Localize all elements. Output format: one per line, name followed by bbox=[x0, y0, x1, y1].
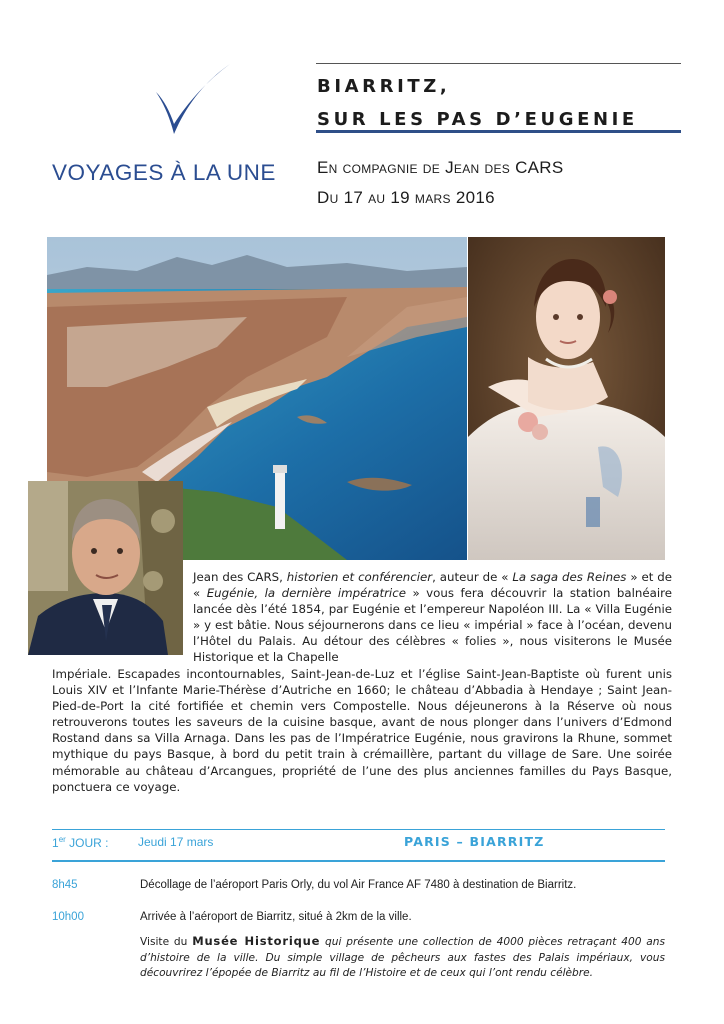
title-top-rule bbox=[316, 63, 681, 64]
day-route: PARIS – BIARRITZ bbox=[404, 834, 545, 849]
intro-text: » vous fera découvrir la station balnéaire lancée dès l’été 1854, par Eugénie et l’empereur Napoléon III. La « Villa Eugénie » y est bâtie. Nous séjournerons dans ce lieu « impérial » face à l’océan, devenu l’Hôtel du Palais. Au détour des célèbres « folies », nous visiterons le Musée Historique et la Chapelle bbox=[193, 586, 672, 665]
day-date: Jeudi 17 mars bbox=[138, 835, 214, 849]
jean-des-cars-photo bbox=[28, 481, 183, 655]
day-header-bottom-rule bbox=[52, 860, 665, 862]
book-title: Eugénie, la dernière impératrice bbox=[206, 586, 406, 601]
visit-detail: qui présente une collection de 4000 pièces retraçant 400 ans d’histoire de la ville. Du simple village de pêcheurs aux fastes des Palais impériaux, vous découvrirez l’épopée de Biarritz au fil de l’Histoire et de ceux qui l’ont rendu célèbre. bbox=[140, 936, 665, 980]
subtitle-companion: En compagnie de Jean des CARS bbox=[317, 158, 564, 177]
day-word: JOUR : bbox=[65, 836, 109, 850]
day-label bbox=[52, 835, 108, 850]
intro-text: Jean des CARS, bbox=[193, 570, 287, 584]
schedule-time: 8h45 bbox=[52, 879, 78, 891]
schedule-time: 10h00 bbox=[52, 911, 84, 923]
museum-name: Musée Historique bbox=[192, 934, 321, 948]
title-line-1: BIARRITZ, bbox=[317, 76, 451, 97]
title-line-2: SUR LES PAS D’EUGENIE bbox=[317, 109, 638, 130]
intro-paragraph-bottom: Impériale. Escapades incontournables, Saint-Jean-de-Luz et l’église Saint-Jean-Baptiste où furent unis Louis XIV et l’Infante Marie-Thérèse d’Autriche en 1660; le château d’Abbadia à Hendaye ; Saint Jean-Pied-de-Port la cité fortifiée et chemin vers Compostelle. Nous déjeunerons à la Réserve où nous retrouverons toutes les saveurs de la cuisine basque, avant de nous plonger dans l’univers d’Edmond Rostand dans sa Villa Arnaga. Dans les pas de l’Impératrice Eugénie, nous gravirons la Rhune, sommet mythique du pays Basque, à bord du petit train à crémaillère, partant du village de Sare. Une soirée mémorable au château d’Arcangues, propriété de l’une des plus anciennes familles du Pays Basque, ponctuera ce voyage. bbox=[52, 667, 672, 794]
book-title: La saga des Reines bbox=[512, 570, 627, 584]
checkmark-icon bbox=[152, 62, 232, 142]
day-header-top-rule bbox=[52, 829, 665, 830]
intro-text: » et de « bbox=[193, 570, 672, 601]
subtitle-dates: Du 17 au 19 mars 2016 bbox=[317, 188, 495, 207]
schedule-entry: Arrivée à l’aéroport de Biarritz, situé à 2km de la ville. bbox=[140, 911, 412, 923]
intro-text: , auteur de « bbox=[432, 570, 513, 584]
intro-italic: historien et conférencier bbox=[286, 570, 433, 584]
title-bottom-rule bbox=[316, 130, 681, 133]
visit-intro: Visite du bbox=[140, 936, 193, 948]
museum-visit-description bbox=[140, 934, 665, 982]
empress-eugenie-portrait bbox=[468, 237, 665, 560]
day-number: 1 bbox=[52, 836, 59, 850]
schedule-entry: Décollage de l’aéroport Paris Orly, du vol Air France AF 7480 à destination de Biarritz. bbox=[140, 879, 577, 891]
logo-text: VOYAGES À LA UNE bbox=[52, 160, 276, 185]
intro-paragraph-top bbox=[193, 569, 672, 666]
day-suffix: er bbox=[58, 835, 66, 844]
